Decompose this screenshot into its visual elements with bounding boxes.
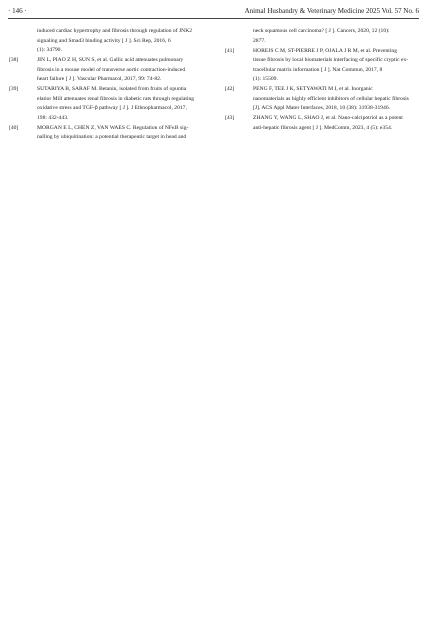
reference-line: PENG F, TEE J K, SETYAWATI M I, et al. Inorganic: [253, 86, 373, 92]
reference-line: signaling and Smad3 binding activity [ J ]. Sci Rep, 2016, 6: [37, 37, 171, 44]
reference-line: tissue fibrosis by local biomaterials interfacing of specific cryptic ex-: [253, 57, 409, 63]
reference-line: ZHANG Y, WANG L, SHAO J, et al. Nano-calcipotriol as a potent: [253, 115, 403, 121]
reference-continuation: [225, 27, 420, 46]
reference-continuation: [9, 27, 204, 56]
reference-line: fibrosis in a mouse model of transverse aortic contraction-induced: [37, 66, 186, 73]
reference-line: oxidative stress and TGF-β pathway [ J ]. J Ethnopharmacol, 2017,: [37, 105, 187, 111]
reference-line: nalling by ubiquitination: a potential therapeutic target in head and: [37, 134, 187, 140]
right-column: [225, 27, 420, 134]
reference-39: [9, 85, 204, 123]
left-column: [9, 27, 204, 143]
reference-number: [43]: [225, 115, 235, 121]
reference-line: elatior Mill attenuates renal fibrosis in diabetic rats through regulating: [37, 95, 195, 102]
reference-line: JIN L, PIAO Z H, SUN S, et al. Gallic acid attenuates pulmonary: [37, 57, 184, 63]
reference-line: (1): 15509.: [253, 76, 278, 82]
reference-line: MORGAN E L, CHEN Z, VAN WAES C. Regulation of NFκB sig-: [37, 124, 189, 131]
reference-line: [J]. ACS Appl Mater Interfaces, 2018, 10 (38): 31938-31946.: [253, 105, 391, 111]
running-header: [8, 6, 419, 16]
reference-line: 2877.: [253, 37, 266, 44]
reference-number: [42]: [225, 86, 235, 92]
reference-line: neck squamous cell carcinoma? [ J ]. Cancers, 2020, 12 (10):: [253, 28, 390, 34]
reference-line: SUTARIYA B, SARAF M. Betanin, isolated from fruits of opuntia: [37, 86, 187, 92]
reference-number: [41]: [225, 47, 235, 54]
header-rule: [8, 18, 419, 19]
reference-number: [39]: [9, 86, 19, 92]
reference-line: HOREJS C M, ST-PIERRE J P, OJALA J R M, et al. Preventing: [253, 47, 398, 54]
reference-line: induced cardiac hypertrophy and fibrosis through regulation of JNK2: [37, 28, 193, 34]
reference-43: [225, 114, 420, 133]
reference-line: (1): 34790.: [37, 47, 62, 53]
reference-number: [40]: [9, 124, 19, 131]
reference-line: nanomaterials as highly efficient inhibitors of cellular hepatic fibrosis: [253, 95, 409, 102]
reference-41: [225, 47, 420, 85]
journal-header: Animal Husbandry & Veterinary Medicine 2025 Vol. 57 No. 6: [244, 7, 419, 15]
reference-42: [225, 85, 420, 114]
reference-line: anti-hepatic fibrosis agent [ J ]. MedComm, 2023, 4 (5): e354.: [253, 124, 393, 131]
reference-40: [9, 124, 204, 143]
page-number: · 146 ·: [8, 7, 27, 15]
reference-number: [38]: [9, 57, 19, 63]
reference-line: heart failure [ J ]. Vascular Pharmacol, 2017, 99: 74-82.: [37, 76, 162, 82]
reference-line: 198: 432-443.: [37, 114, 69, 121]
reference-38: [9, 56, 204, 85]
reference-line: tracellular matrix information [ J ]. Nat Commun, 2017, 8: [253, 66, 383, 73]
